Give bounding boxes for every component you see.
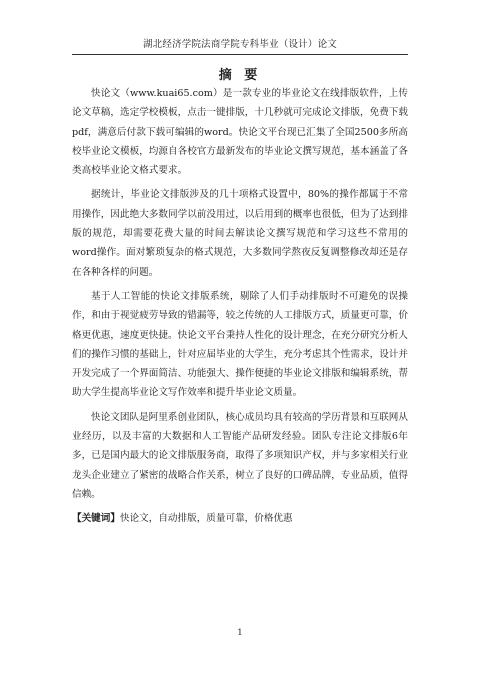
header-divider — [72, 54, 408, 55]
abstract-body — [72, 84, 408, 534]
running-header: 湖北经济学院法商学院专科毕业（设计）论文 — [142, 39, 337, 50]
abstract-paragraph-2: 据统计，毕业论文排版涉及的几十项格式设置中，80%的操作都属于不常用操作，因此绝大多数同学以前没用过，以后用到的概率也很低，但为了达到排版的规范，却需要花费大量的时间去解读论文撰写规范和学习这些不常用的word操作。面对繁琐复杂的格式规范，大多数同学熬夜反复调整修改却还是存在各种各样的问题。 — [72, 189, 408, 278]
abstract-paragraph-1: 快论文（www.kuai65.com）是一款专业的毕业论文在线排版软件，上传论文草稿，选定学校模板，点击一键排版，十几秒就可完成论文排版，免费下载pdf，满意后付款下载可编辑的word。快论文平台现已汇集了全国2500多所高校毕业论文模板，均源自各校官方最新发布的毕业论文撰写规范，基本涵盖了各类高校毕业论文格式要求。 — [72, 88, 408, 177]
abstract-paragraph-4: 快论文团队是阿里系创业团队，核心成员均具有较高的学历背景和互联网从业经历，以及丰富的大数据和人工智能产品研发经验。团队专注论文排版6年多，已是国内最大的论文排版服务商，取得了多项知识产权，并与多家相关行业龙头企业建立了紧密的战略合作关系，树立了良好的口碑品牌，专业品质，值得信赖。 — [72, 411, 408, 500]
page-number: 1 — [237, 628, 243, 638]
keywords-text: 快论文，自动排版，质量可靠，价格优惠 — [119, 513, 293, 525]
abstract-paragraph-3: 基于人工智能的快论文排版系统，剔除了人们手动排版时不可避免的误操作，和由于视觉疲劳导致的错漏等，较之传统的人工排版方式，质量更可靠，价格更优惠，速度更快捷。快论文平台秉持人性化的设计理念，在充分研究分析人们的操作习惯的基础上，针对应届毕业的大学生，充分考虑其个性需求，设计并开发完成了一个界面简洁、功能强大、操作便捷的毕业论文排版和编辑系统，帮助大学生提高毕业论文写作效率和提升毕业论文质量。 — [72, 290, 408, 399]
keywords-label: 【关键词】 — [72, 513, 120, 525]
abstract-title: 摘 要 — [218, 68, 262, 83]
keywords-line — [72, 509, 408, 528]
